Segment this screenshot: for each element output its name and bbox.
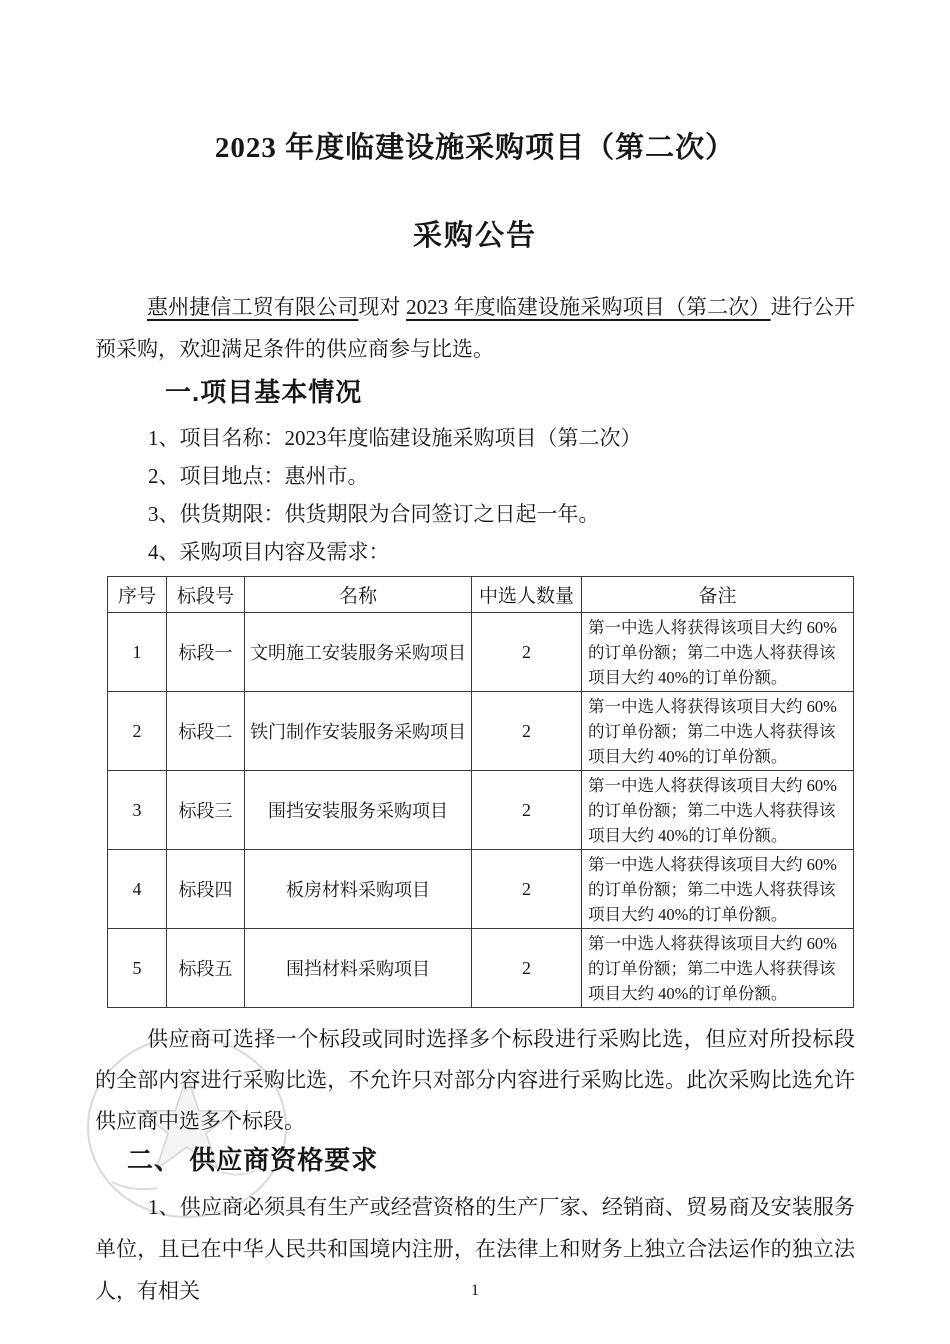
table-row <box>108 613 854 692</box>
header-qty: 中选人数量 <box>472 577 582 613</box>
cell-qty: 2 <box>472 929 582 1008</box>
cell-name: 铁门制作安装服务采购项目 <box>245 692 472 771</box>
header-section: 标段号 <box>167 577 245 613</box>
cell-remark: 第一中选人将获得该项目大约 60%的订单份额；第二中选人将获得该项目大约 40%的订单份额。 <box>582 771 854 850</box>
cell-section: 标段一 <box>167 613 245 692</box>
company-name: 惠州捷信工贸有限公司 <box>147 295 359 319</box>
cell-section: 标段三 <box>167 771 245 850</box>
cell-qty: 2 <box>472 692 582 771</box>
section-two-heading: 二、 供应商资格要求 <box>127 1145 379 1175</box>
header-name: 名称 <box>245 577 472 613</box>
document-title: 2023 年度临建设施采购项目（第二次） <box>214 132 736 164</box>
page-number: 1 <box>471 1282 479 1299</box>
list-item: 3、供货期限：供货期限为合同签订之日起一年。 <box>148 502 600 526</box>
cell-remark: 第一中选人将获得该项目大约 60%的订单份额；第二中选人将获得该项目大约 40%的订单份额。 <box>582 613 854 692</box>
intro-paragraph <box>95 286 855 370</box>
cell-qty: 2 <box>472 850 582 929</box>
cell-name: 围挡材料采购项目 <box>245 929 472 1008</box>
table-row <box>108 850 854 929</box>
cell-no: 2 <box>108 692 167 771</box>
post-table-paragraph: 供应商可选择一个标段或同时选择多个标段进行采购比选，但应对所投标段的全部内容进行采购比选，不允许只对部分内容进行采购比选。此次采购比选允许供应商中选多个标段。 <box>95 1027 855 1133</box>
document-subtitle: 采购公告 <box>412 220 537 252</box>
cell-qty: 2 <box>472 771 582 850</box>
procurement-lots-table <box>107 576 854 1008</box>
table-row <box>108 692 854 771</box>
cell-remark: 第一中选人将获得该项目大约 60%的订单份额；第二中选人将获得该项目大约 40%的订单份额。 <box>582 692 854 771</box>
list-item: 4、采购项目内容及需求： <box>148 540 390 564</box>
cell-no: 3 <box>108 771 167 850</box>
table-row <box>108 929 854 1008</box>
cell-no: 4 <box>108 850 167 929</box>
section-one-heading: 一.项目基本情况 <box>165 377 363 407</box>
cell-section: 标段四 <box>167 850 245 929</box>
table-header-row <box>108 577 854 613</box>
intro-connector: 现对 <box>358 295 407 319</box>
cell-section: 标段二 <box>167 692 245 771</box>
list-item: 2、项目地点：惠州市。 <box>148 464 369 488</box>
section-one-items <box>95 424 855 566</box>
cell-no: 5 <box>108 929 167 1008</box>
cell-section: 标段五 <box>167 929 245 1008</box>
header-remark: 备注 <box>582 577 854 613</box>
cell-name: 文明施工安装服务采购项目 <box>245 613 472 692</box>
cell-remark: 第一中选人将获得该项目大约 60%的订单份额；第二中选人将获得该项目大约 40%的订单份额。 <box>582 929 854 1008</box>
cell-name: 围挡安装服务采购项目 <box>245 771 472 850</box>
cell-remark: 第一中选人将获得该项目大约 60%的订单份额；第二中选人将获得该项目大约 40%的订单份额。 <box>582 850 854 929</box>
cell-name: 板房材料采购项目 <box>245 850 472 929</box>
cell-no: 1 <box>108 613 167 692</box>
cell-qty: 2 <box>472 613 582 692</box>
project-name: 2023 年度临建设施采购项目（第二次） <box>406 295 771 319</box>
header-no: 序号 <box>108 577 167 613</box>
table-row <box>108 771 854 850</box>
list-item: 1、项目名称：2023年度临建设施采购项目（第二次） <box>148 426 642 450</box>
section-two-paragraph: 1、供应商必须具有生产或经营资格的生产厂家、经销商、贸易商及安装服务单位，且已在中华人民共和国境内注册，在法律上和财务上独立合法运作的独立法人，有相关 <box>95 1195 855 1303</box>
intro-rest: 进行公开预采购，欢迎满足条件的供应商参与比选。 <box>95 295 855 361</box>
